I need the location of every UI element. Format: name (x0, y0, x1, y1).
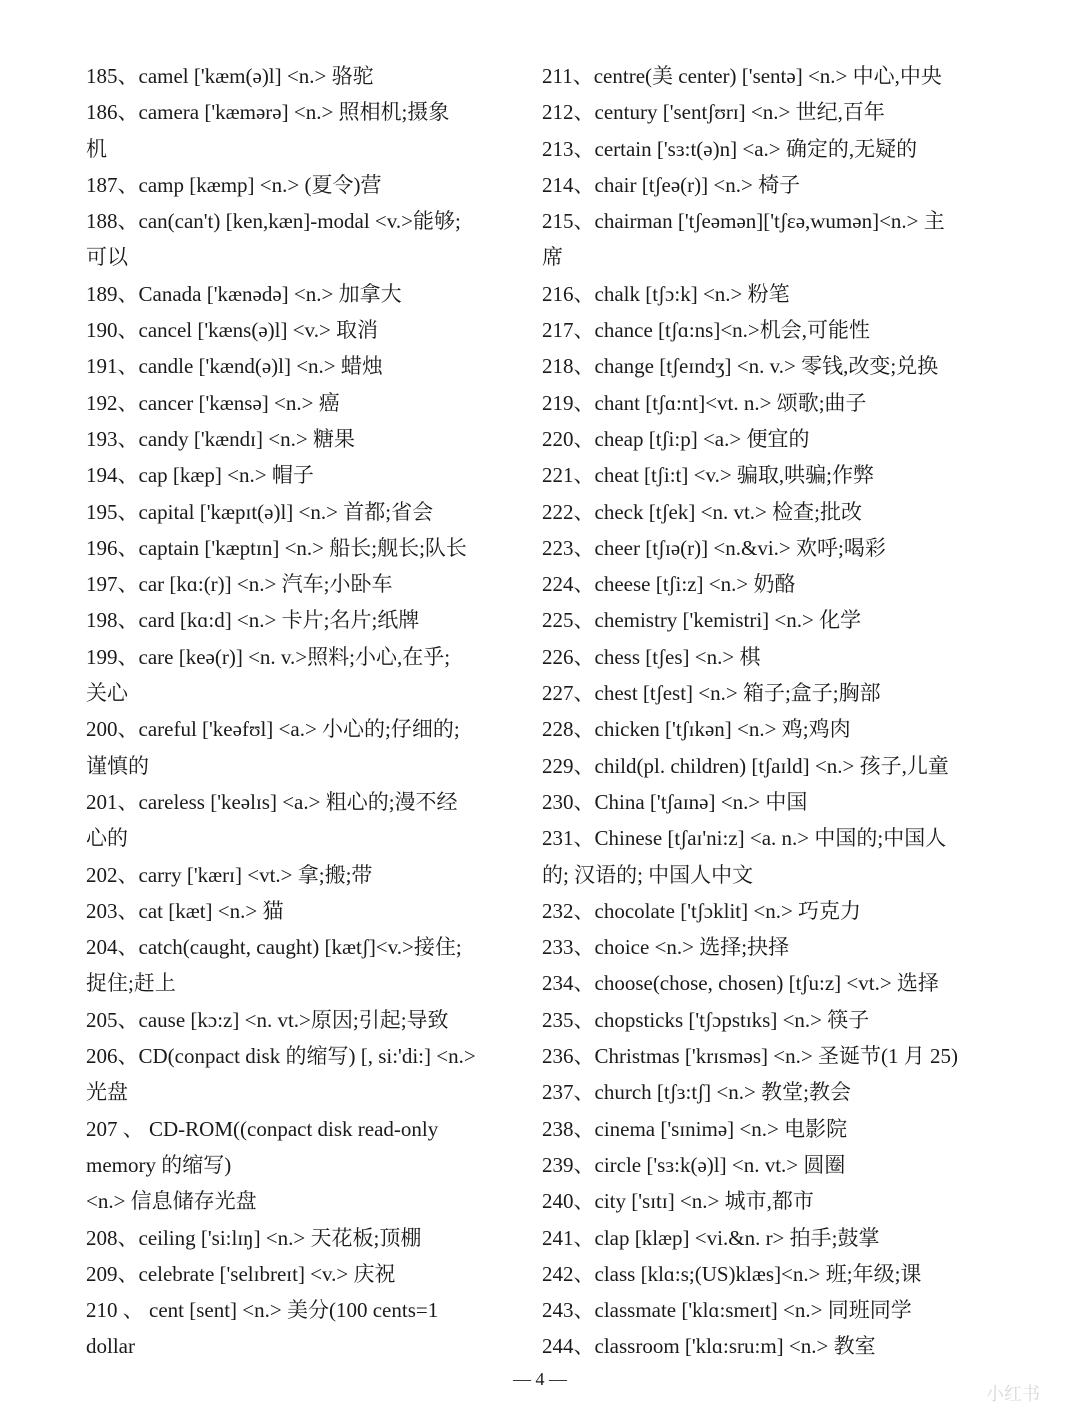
entry-line: 227、chest [tʃest] <n.> 箱子;盒子;胸部 (542, 681, 881, 706)
left-column (86, 58, 506, 1365)
entry-line: 关心 (86, 681, 128, 706)
entry-line: 213、certain ['sɜ:t(ə)n] <a.> 确定的,无疑的 (542, 136, 918, 161)
entry-line: 242、class [klɑ:s;(US)klæs]<n.> 班;年级;课 (542, 1261, 922, 1286)
entry-line: 194、cap [kæp] <n.> 帽子 (86, 463, 314, 488)
entry-line: 201、careless ['keəlɪs] <a.> 粗心的;漫不经 (86, 789, 458, 814)
entry-line: 191、candle ['kænd(ə)l] <n.> 蜡烛 (86, 354, 383, 379)
entry-line: 192、cancer ['kænsə] <n.> 癌 (86, 390, 340, 415)
entry-line: 200、careful ['keəfʊl] <a.> 小心的;仔细的; (86, 717, 460, 742)
entry-line: 187、camp [kæmp] <n.> (夏令)营 (86, 172, 382, 197)
entry-line: 的; 汉语的; 中国人中文 (542, 862, 754, 887)
entry-line: memory 的缩写) (86, 1152, 232, 1177)
entry-line: 光盘 (86, 1080, 128, 1105)
entry-line: 225、chemistry ['kemistri] <n.> 化学 (542, 608, 862, 633)
entry-line: 226、chess [tʃes] <n.> 棋 (542, 644, 761, 669)
entry-line: 203、cat [kæt] <n.> 猫 (86, 898, 284, 923)
entry-line: 230、China ['tʃaɪnə] <n.> 中国 (542, 789, 808, 814)
entry-line: 243、classmate ['klɑ:smeɪt] <n.> 同班同学 (542, 1298, 912, 1323)
entry-line: 233、choice <n.> 选择;抉择 (542, 935, 790, 960)
entry-line: 234、choose(chose, chosen) [tʃu:z] <vt.> 选择 (542, 971, 939, 996)
entry-line: 244、classroom ['klɑ:sru:m] <n.> 教室 (542, 1334, 876, 1359)
entry-line: 210 、 cent [sent] <n.> 美分(100 cents=1 (86, 1298, 439, 1323)
entry-line: 211、centre(美 center) ['sentə] <n.> 中心,中央 (542, 64, 942, 88)
entry-line: 221、cheat [tʃi:t] <v.> 骗取,哄骗;作弊 (542, 463, 875, 488)
entry-line: 228、chicken ['tʃɪkən] <n.> 鸡;鸡肉 (542, 717, 851, 742)
entry-line: 189、Canada ['kænədə] <n.> 加拿大 (86, 281, 402, 306)
entry-line: 235、chopsticks ['tʃɔpstɪks] <n.> 筷子 (542, 1007, 870, 1032)
entry-line: 209、celebrate ['selɪbreɪt] <v.> 庆祝 (86, 1261, 396, 1286)
entry-line: 199、care [keə(r)] <n. v.>照料;小心,在乎; (86, 644, 451, 669)
entry-line: 捉住;赶上 (86, 971, 176, 996)
entry-line: 186、camera ['kæmərə] <n.> 照相机;摄象 (86, 100, 450, 125)
entry-line: 席 (542, 245, 563, 270)
entry-line: 215、chairman ['tʃeəmən]['tʃɛə,wumən]<n.> 主 (542, 209, 945, 234)
entry-line: 231、Chinese [tʃaɪ'ni:z] <a. n.> 中国的;中国人 (542, 826, 947, 851)
entry-line: 心的 (86, 826, 128, 851)
entry-line: 222、check [tʃek] <n. vt.> 检查;批改 (542, 499, 862, 524)
entry-line: 218、change [tʃeɪndʒ] <n. v.> 零钱,改变;兑换 (542, 354, 939, 379)
entry-line: 谨慎的 (86, 753, 149, 778)
entry-line: 195、capital ['kæpɪt(ə)l] <n.> 首都;省会 (86, 499, 434, 524)
entry-line: 236、Christmas ['krɪsməs] <n.> 圣诞节(1 月 25) (542, 1044, 958, 1069)
entry-line: 204、catch(caught, caught) [kætʃ]<v.>接住; (86, 935, 462, 960)
entry-line: 237、church [tʃɜ:tʃ] <n.> 教堂;教会 (542, 1080, 851, 1105)
entry-line: 232、chocolate ['tʃɔklit] <n.> 巧克力 (542, 898, 862, 923)
entry-line: 185、camel ['kæm(ə)l] <n.> 骆驼 (86, 64, 374, 88)
right-column (542, 58, 992, 1365)
entry-line: 216、chalk [tʃɔ:k] <n.> 粉笔 (542, 281, 790, 306)
entry-line: 198、card [kɑ:d] <n.> 卡片;名片;纸牌 (86, 608, 420, 633)
entry-line: 229、child(pl. children) [tʃaɪld] <n.> 孩子,儿童 (542, 753, 949, 778)
entry-line: 212、century ['sentʃʊrɪ] <n.> 世纪,百年 (542, 100, 885, 125)
entry-line: dollar (86, 1334, 135, 1359)
page-number: — 4 — (513, 1369, 567, 1389)
entry-line: 196、captain ['kæptɪn] <n.> 船长;舰长;队长 (86, 535, 467, 560)
entry-line: 220、cheap [tʃi:p] <a.> 便宜的 (542, 426, 810, 451)
entry-line: 214、chair [tʃeə(r)] <n.> 椅子 (542, 172, 801, 197)
entry-line: 202、carry ['kærɪ] <vt.> 拿;搬;带 (86, 862, 373, 887)
entry-line: 238、cinema ['sɪnimə] <n.> 电影院 (542, 1116, 848, 1141)
watermark: 小红书 (986, 1384, 1040, 1405)
entry-line: 217、chance [tʃɑ:ns]<n.>机会,可能性 (542, 318, 871, 343)
entry-line: 241、clap [klæp] <vi.&n. r> 拍手;鼓掌 (542, 1225, 880, 1250)
entry-line: 239、circle ['sɜ:k(ə)l] <n. vt.> 圆圈 (542, 1152, 846, 1177)
entry-line: 208、ceiling ['si:lɪŋ] <n.> 天花板;顶棚 (86, 1225, 422, 1250)
entry-line: 206、CD(conpact disk 的缩写) [, si:'di:] <n.> (86, 1044, 476, 1069)
entry-line: 193、candy ['kændɪ] <n.> 糖果 (86, 426, 355, 451)
entry-line: 224、cheese [tʃi:z] <n.> 奶酪 (542, 572, 796, 597)
entry-line: 219、chant [tʃɑ:nt]<vt. n.> 颂歌;曲子 (542, 390, 867, 415)
entry-line: 207 、 CD-ROM((conpact disk read-only (86, 1116, 439, 1141)
entry-line: 机 (86, 136, 107, 161)
entry-line: 188、can(can't) [ken,kæn]-modal <v.>能够; (86, 209, 461, 234)
entry-line: 197、car [kɑ:(r)] <n.> 汽车;小卧车 (86, 572, 393, 597)
entry-line: 190、cancel ['kæns(ə)l] <v.> 取消 (86, 318, 379, 343)
entry-line: <n.> 信息储存光盘 (86, 1189, 257, 1214)
entry-line: 240、city ['sɪtɪ] <n.> 城市,都市 (542, 1189, 814, 1214)
entry-line: 可以 (86, 245, 128, 270)
entry-line: 205、cause [kɔ:z] <n. vt.>原因;引起;导致 (86, 1007, 449, 1032)
entry-line: 223、cheer [tʃɪə(r)] <n.&vi.> 欢呼;喝彩 (542, 535, 886, 560)
